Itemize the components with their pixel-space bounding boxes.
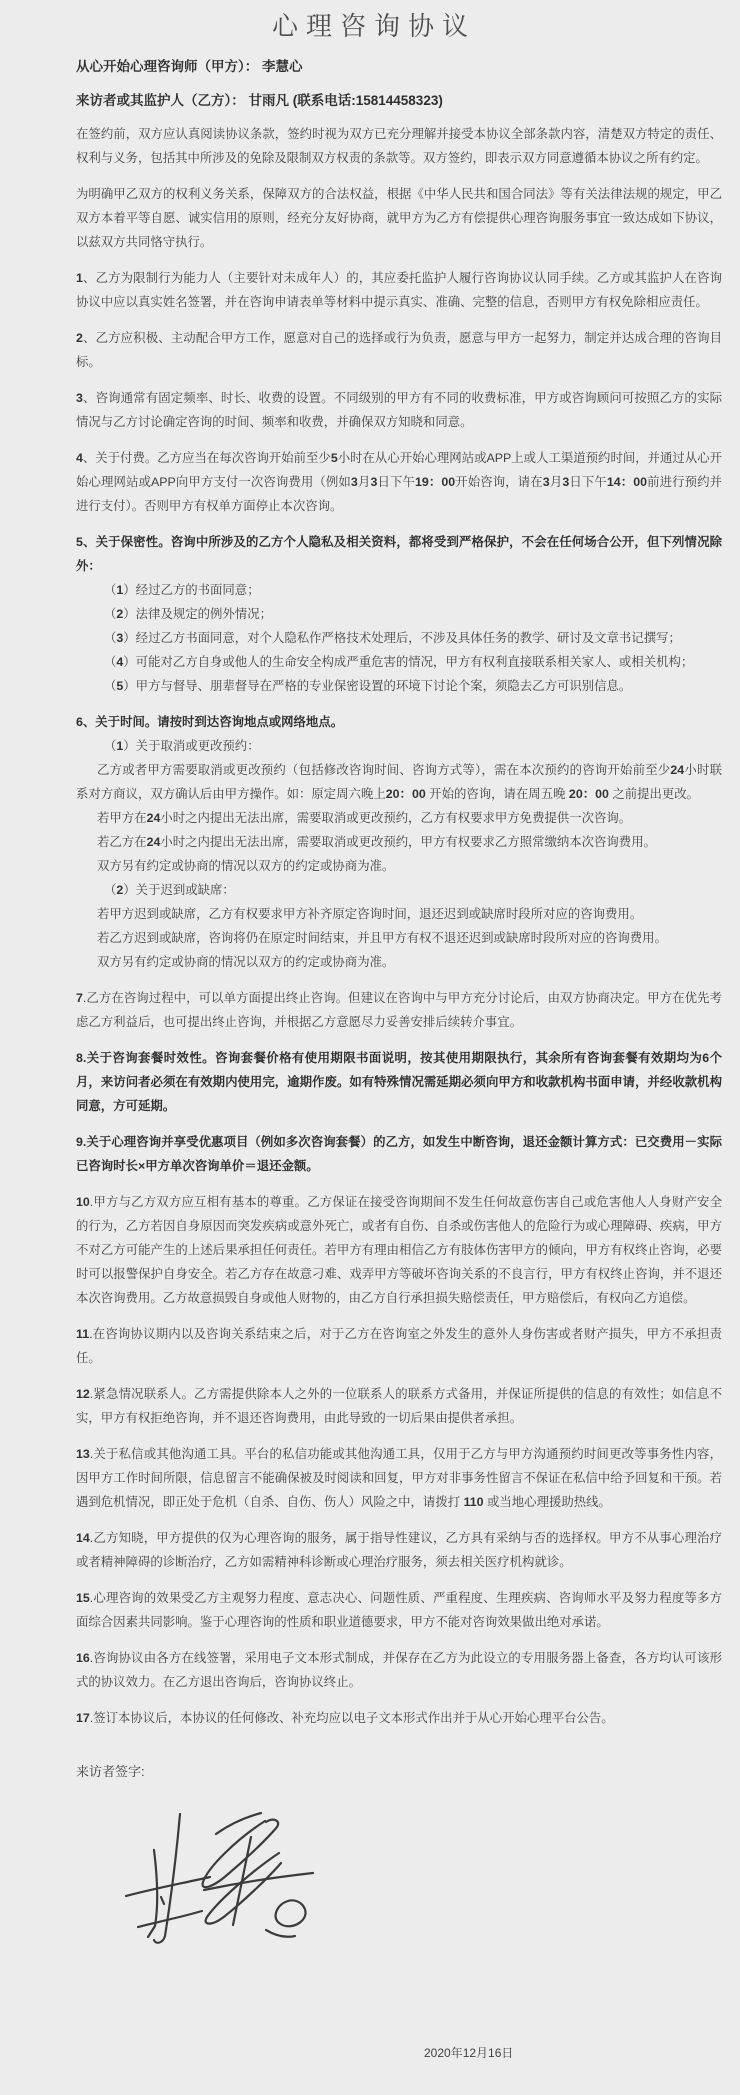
clause-paragraph: 16.咨询协议由各方在线签署，采用电子文本形式制成，并保存在乙方为此设立的专用服务器上备查，各方均认可该形式的协议效力。在乙方退出咨询后，咨询协议终止。 — [76, 1651, 722, 1689]
clause-paragraph: 双方另有约定或协商的情况以双方的约定或协商为准。 — [97, 955, 395, 969]
clause-paragraph: 11.在咨询协议期内以及咨询关系结束之后，对于乙方在咨询室之外发生的意外人身伤害或者财产损失，甲方不承担责任。 — [76, 1327, 722, 1365]
clause-paragraph: 14.乙方知晓，甲方提供的仅为心理咨询的服务，属于指导性建议，乙方具有采纳与否的选择权。甲方不从事心理治疗或者精神障碍的诊断治疗，乙方如需精神科诊断或心理治疗服务，须去相关医疗机构就诊。 — [76, 1531, 722, 1569]
agreement-body — [76, 122, 722, 1730]
clause-paragraph: 2、乙方应积极、主动配合甲方工作，愿意对自己的选择或行为负责，愿意与甲方一起努力，制定并达成合理的咨询目标。 — [76, 331, 722, 369]
clause-paragraph: 13.关于私信或其他沟通工具。平台的私信功能或其他沟通工具，仅用于乙方与甲方沟通预约时间更改等事务性内容，因甲方工作时间所限，信息留言不能确保被及时阅读和回复，甲方对非事务性留言不保证在私信中给予回复和干预。若遇到危机情况，即正处于危机（自杀、自伤、伤人）风险之中，请拨打 110 或当地心理援助热线。 — [76, 1447, 722, 1509]
signature-label: 来访者签字: — [76, 1764, 145, 1779]
clause-paragraph: 17.签订本协议后，本协议的任何修改、补充均应以电子文本形式作出并于从心开始心理平台公告。 — [76, 1711, 614, 1725]
document-body — [0, 58, 740, 1962]
clause-paragraph: （1）经过乙方的书面同意； — [104, 583, 260, 597]
clause-paragraph: 8.关于咨询套餐时效性。咨询套餐价格有使用期限书面说明，按其使用期限执行，其余所有咨询套餐有效期均为6个月，来访问者必须在有效期内使用完，逾期作废。如有特殊情况需延期必须向甲方和收款机构书面申请，并经收款机构同意，方可延期。 — [76, 1051, 722, 1113]
clause-paragraph: 4、关于付费。乙方应当在每次咨询开始前至少5小时在从心开始心理网站或APP上或人工渠道预约时间，并通过从心开始心理网站或APP向甲方支付一次咨询费用（例如3月3日下午19：00开始咨询，请在3月3日下午14：00前进行预约并进行支付）。否则甲方有权单方面停止本次咨询。 — [76, 451, 723, 513]
clause-paragraph: 15.心理咨询的效果受乙方主观努力程度、意志决心、问题性质、严重程度、生理疾病、咨询师水平及努力程度等多方面综合因素共同影响。鉴于心理咨询的性质和职业道德要求，甲方不能对咨询效果做出绝对承诺。 — [76, 1591, 722, 1629]
clause-paragraph: （2）关于迟到或缺席： — [104, 883, 235, 897]
clause-paragraph: 若甲方迟到或缺席，乙方有权要求甲方补齐原定咨询时间，退还迟到或缺席时段所对应的咨询费用。 — [97, 907, 643, 921]
clause-paragraph: 在签约前，双方应认真阅读协议条款，签约时视为双方已充分理解并接受本协议全部条款内容，清楚双方特定的责任、权利与义务，包括其中所涉及的免除及限制双方权责的条款等。双方签约，即表示双方同意遵循本协议之所有约定。 — [76, 127, 722, 165]
clause-paragraph: 若甲方在24小时之内提出无法出席，需要取消或更改预约，乙方有权要求甲方免费提供一次咨询。 — [97, 811, 632, 825]
clause-paragraph: （5）甲方与督导、朋辈督导在严格的专业保密设置的环境下讨论个案，须隐去乙方可识别信息。 — [104, 679, 632, 693]
clause-paragraph: 乙方或者甲方需要取消或更改预约（包括修改咨询时间、咨询方式等），需在本次预约的咨询开始前至少24小时联系对方商议，双方确认后由甲方操作。如：原定周六晚上20：00 开始的咨询，请在周五晚 20：00 之前提出更改。 — [76, 763, 722, 801]
clause-paragraph: 3、咨询通常有固定频率、时长、收费的设置。不同级别的甲方有不同的收费标准，甲方或咨询顾问可按照乙方的实际情况与乙方讨论确定咨询的时间、频率和收费，并确保双方知晓和同意。 — [76, 391, 722, 429]
clause-paragraph: （4）可能对乙方自身或他人的生命安全构成严重危害的情况，甲方有权利直接联系相关家人、或相关机构； — [104, 655, 694, 669]
clause-paragraph: 1、乙方为限制行为能力人（主要针对未成年人）的，其应委托监护人履行咨询协议认同手续。乙方或其监护人在咨询协议中应以真实姓名签署，并在咨询申请表单等材料中提示真实、准确、完整的信息，否则甲方有权免除相应责任。 — [76, 271, 722, 309]
clause-paragraph: 10.甲方与乙方双方应互相有基本的尊重。乙方保证在接受咨询期间不发生任何故意伤害自己或危害他人人身财产安全的行为，乙方若因自身原因而突发疾病或意外死亡，或者有自伤、自杀或伤害他人的危险行为或心理障碍、疾病，甲方不对乙方可能产生的上述后果承担任何责任。若甲方有理由相信乙方有肢体伤害甲方的倾向，甲方有权终止咨询，必要时可以报警保护自身安全。若乙方存在故意刁难、戏弄甲方等破坏咨询关系的不良言行，甲方有权终止咨询，并不退还本次咨询费用。乙方故意损毁自身或他人财物的，由乙方自行承担损失赔偿责任，甲方赔偿后，有权向乙方追偿。 — [76, 1195, 722, 1305]
clause-paragraph: 若乙方在24小时之内提出无法出席，需要取消或更改预约，甲方有权要求乙方照常缴纳本次咨询费用。 — [97, 835, 656, 849]
handwritten-signature-image — [116, 1790, 351, 1962]
clause-paragraph: （2）法律及规定的例外情况； — [104, 607, 272, 621]
clause-paragraph: 9.关于心理咨询并享受优惠项目（例如多次咨询套餐）的乙方，如发生中断咨询，退还金额计算方式：已交费用－实际已咨询时长×甲方单次咨询单价＝退还金额。 — [76, 1135, 722, 1173]
date-text: 2020年12月16日 — [424, 2046, 514, 2060]
party-b-line: 来访者或其监护人（乙方）： 甘雨凡 (联系电话:15814458323) — [76, 93, 443, 108]
clause-paragraph: 5、关于保密性。咨询中所涉及的乙方个人隐私及相关资料，都将受到严格保护，不会在任何场合公开，但下列情况除外： — [76, 535, 722, 573]
party-a-line: 从心开始心理咨询师（甲方）： 李慧心 — [76, 59, 303, 74]
clause-paragraph: 若乙方迟到或缺席，咨询将仍在原定时间结束，并且甲方有权不退还迟到或缺席时段所对应的咨询费用。 — [97, 931, 667, 945]
clause-paragraph: （3）经过乙方书面同意，对个人隐私作严格技术处理后，不涉及具体任务的教学、研讨及文章书记撰写； — [104, 631, 681, 645]
page-title: 心理咨询协议 — [271, 11, 476, 41]
clause-paragraph: 6、关于时间。请按时到达咨询地点或网络地点。 — [76, 715, 344, 729]
clause-paragraph: 12.紧急情况联系人。乙方需提供除本人之外的一位联系人的联系方式备用，并保证所提供的信息的有效性；如信息不实，甲方有权拒绝咨询，并不退还咨询费用，由此导致的一切后果由提供者承担。 — [76, 1387, 722, 1425]
clause-paragraph: （1）关于取消或更改预约： — [104, 739, 260, 753]
clause-paragraph: 为明确甲乙双方的权利义务关系，保障双方的合法权益，根据《中华人民共和国合同法》等有关法律法规的规定，甲乙双方本着平等自愿、诚实信用的原则，经充分友好协商，就甲方为乙方有偿提供心理咨询服务事宜一致达成如下协议，以兹双方共同恪守执行。 — [76, 187, 722, 249]
clause-paragraph: 7.乙方在咨询过程中，可以单方面提出终止咨询。但建议在咨询中与甲方充分讨论后，由双方协商决定。甲方在优先考虑乙方利益后，也可提出终止咨询，并根据乙方意愿尽力妥善安排后续转介事宜。 — [76, 991, 722, 1029]
clause-paragraph: 双方另有约定或协商的情况以双方的约定或协商为准。 — [97, 859, 395, 873]
